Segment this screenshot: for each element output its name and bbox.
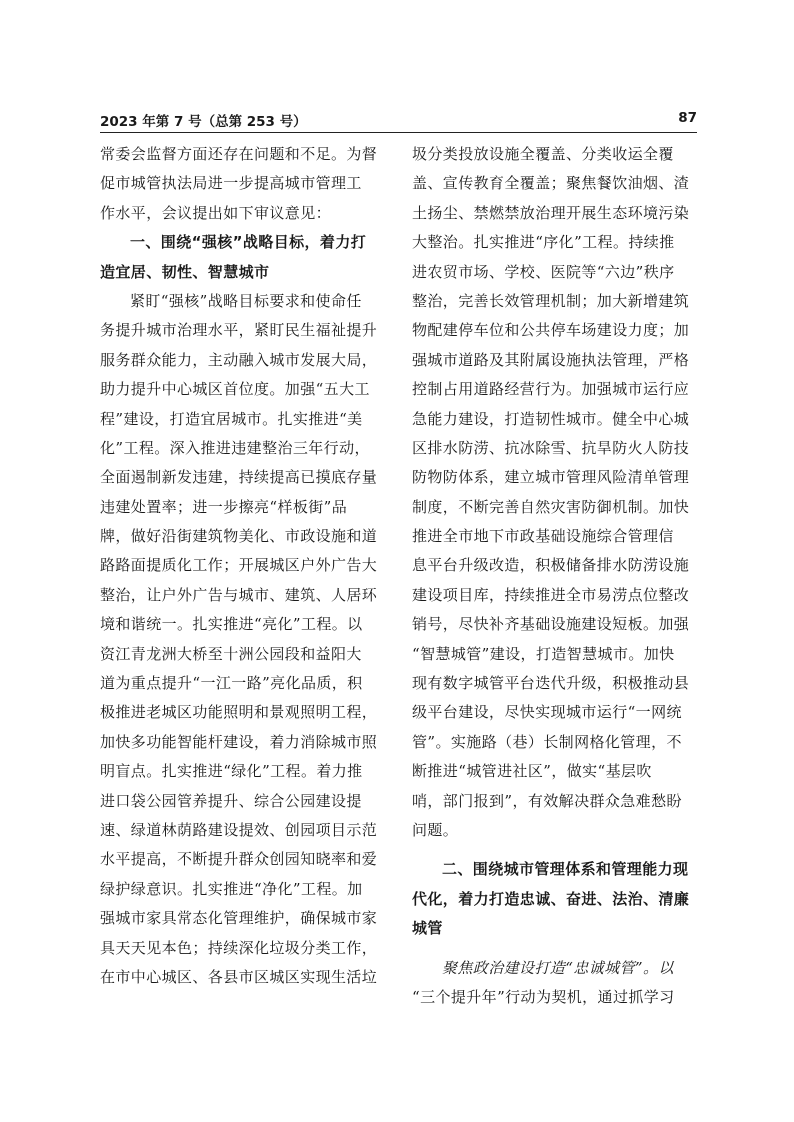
text-line: 聚焦政治建设打造“忠诚城管”。以 [442, 958, 674, 977]
text-line: 程”建设，打造宜居城市。扎实推进“美 [100, 409, 363, 428]
text-line: 作水平，会议提出如下审议意见： [100, 203, 332, 222]
section-heading-2: 二、围绕城市管理体系和管理能力现 [442, 860, 689, 879]
text-line: 问题。 [412, 820, 459, 839]
text-line: “三个提升年”行动为契机，通过抓学习 [412, 987, 675, 1006]
text-line: 哨，部门报到”，有效解决群众急难愁盼 [412, 791, 682, 810]
text-line: 大整治。扎实推进“序化”工程。持续推 [412, 233, 675, 252]
text-line: 绿护绿意识。扎实推进“净化”工程。加 [100, 879, 363, 898]
text-line: 极推进老城区功能照明和景观照明工程， [100, 703, 378, 722]
page-number: 87 [678, 110, 697, 126]
text-line: 区排水防涝、抗冰除雪、抗旱防火人防技 [412, 438, 690, 457]
text-line: 息平台升级改造，积极储备排水防涝设施 [412, 556, 690, 575]
text-line: 级平台建设，尽快实现城市运行“一网统 [412, 703, 682, 722]
text-line: 助力提升中心城区首位度。加强“五大工 [100, 380, 370, 399]
paragraph-gap [412, 944, 697, 954]
text-line: 常委会监督方面还存在问题和不足。为督 [100, 145, 378, 163]
text-line: “智慧城管”建设，打造智慧城市。加快 [412, 644, 675, 663]
left-column [100, 140, 382, 992]
text-line: 圾分类投放设施全覆盖、分类收运全覆 [412, 145, 674, 163]
text-line: 防物防体系，建立城市管理风险清单管理 [412, 468, 690, 487]
text-line: 整治，让户外广告与城市、建筑、人居环 [100, 585, 378, 604]
text-line: 明盲点。扎实推进“绿化”工程。着力推 [100, 762, 363, 781]
text-line: 促市城管执法局进一步提高城市管理工 [100, 174, 362, 193]
text-line: 强城市家具常态化管理维护，确保城市家 [100, 909, 378, 928]
text-line: 断推进“城管进社区”，做实“基层吹 [412, 762, 652, 781]
text-line: 急能力建设，打造韧性城市。健全中心城 [412, 409, 690, 428]
text-line: 整治，完善长效管理机制；加大新增建筑 [412, 291, 690, 310]
page-header [100, 110, 697, 133]
text-line: 具天天见本色；持续深化垃圾分类工作， [100, 938, 378, 957]
section-heading-2-cont: 城管 [412, 919, 443, 938]
text-line: 现有数字城管平台迭代升级，积极推动县 [412, 674, 690, 693]
text-line: 紧盯“强核”战略目标要求和使命任 [130, 291, 362, 310]
text-line: 在市中心城区、各县市区城区实现生活垃 [100, 967, 378, 986]
text-line: 物配建停车位和公共停车场建设力度；加 [412, 321, 690, 340]
text-line: 制度，不断完善自然灾害防御机制。加快 [412, 497, 690, 516]
text-line: 水平提高，不断提升群众创园知晓率和爱 [100, 850, 378, 869]
text-line: 盖、宣传教育全覆盖；聚焦餐饮油烟、渣 [412, 174, 690, 193]
text-line: 速、绿道林荫路建设提效、创园项目示范 [100, 820, 378, 839]
text-line: 建设项目库，持续推进全市易涝点位整改 [412, 585, 690, 604]
text-line: 化”工程。深入推进违建整治三年行动， [100, 438, 370, 457]
section-heading-1: 一、围绕“强核”战略目标，着力打 [130, 233, 367, 252]
text-line: 牌，做好沿街建筑物美化、市政设施和道 [100, 527, 378, 546]
text-line: 道为重点提升“一江一路”亮化品质，积 [100, 674, 363, 693]
text-line: 销号，尽快补齐基础设施建设短板。加强 [412, 615, 690, 634]
text-line: 加快多功能智能杆建设，着力消除城市照 [100, 732, 378, 751]
text-line: 资江青龙洲大桥至十洲公园段和益阳大 [100, 644, 362, 663]
text-line: 土扬尘、禁燃禁放治理开展生态环境污染 [412, 203, 690, 222]
text-line: 进口袋公园管养提升、综合公园建设提 [100, 791, 362, 810]
section-heading-1-cont: 造宜居、韧性、智慧城市 [100, 262, 270, 281]
text-line: 全面遏制新发违建，持续提高已摸底存量 [100, 468, 378, 487]
paragraph-gap [412, 845, 697, 855]
text-line: 推进全市地下市政基础设施综合管理信 [412, 527, 674, 546]
text-line: 强城市道路及其附属设施执法管理，严格 [412, 350, 690, 369]
text-line: 路路面提质化工作；开展城区户外广告大 [100, 556, 378, 575]
text-line: 进农贸市场、学校、医院等“六边”秩序 [412, 262, 675, 281]
text-line: 服务群众能力，主动融入城市发展大局， [100, 350, 378, 369]
right-column [412, 140, 697, 1012]
text-line: 控制占用道路经营行为。加强城市运行应 [412, 380, 690, 399]
text-line: 务提升城市治理水平，紧盯民生福祉提升 [100, 321, 378, 340]
issue-label: 2023 年第 7 号（总第 253 号） [100, 114, 307, 130]
text-line: 管”。实施路（巷）长制网格化管理，不 [412, 732, 682, 751]
section-heading-2-cont: 代化，着力打造忠诚、奋进、法治、清廉 [412, 889, 690, 908]
text-line: 违建处置率；进一步擦亮“样板街”品 [100, 497, 348, 516]
text-line: 境和谐统一。扎实推进“亮化”工程。以 [100, 615, 363, 634]
